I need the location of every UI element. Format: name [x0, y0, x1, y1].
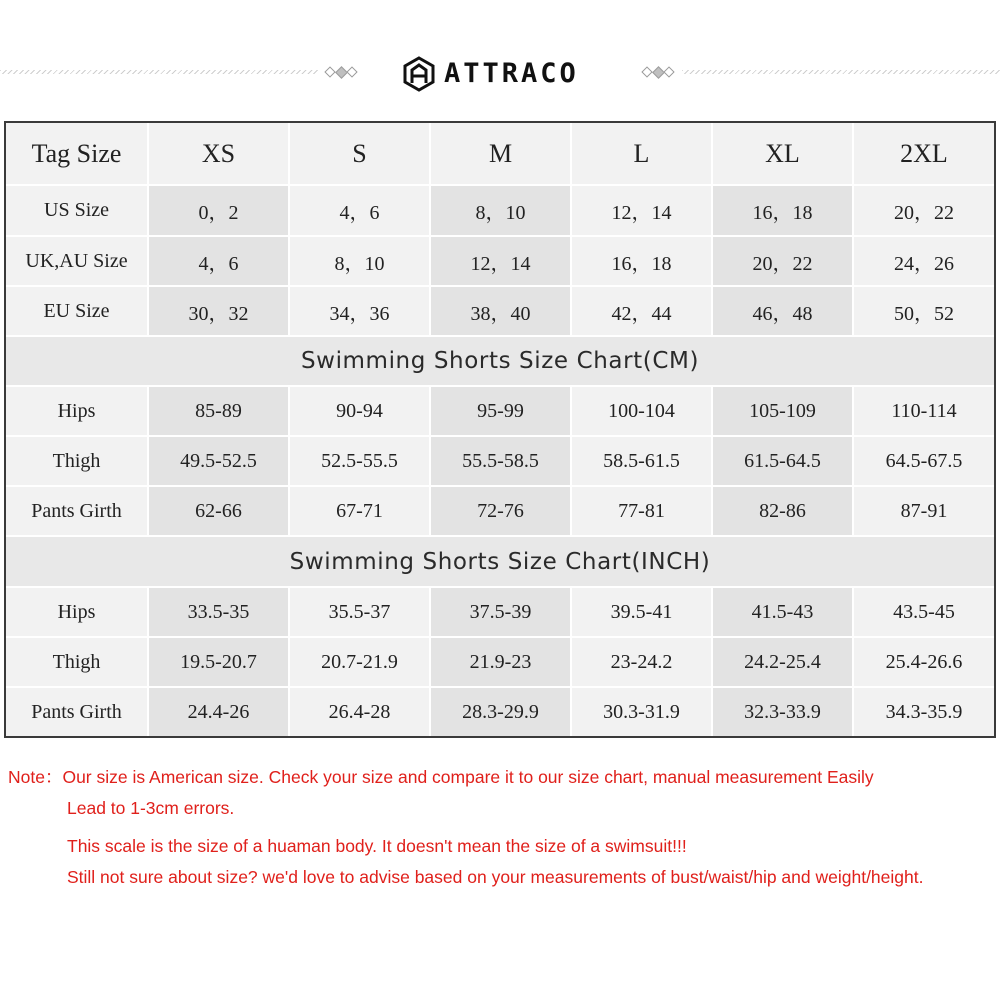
diamond-ornament-right-icon — [643, 65, 673, 79]
table-cell: 49.5-52.5 — [149, 437, 290, 487]
row-label: Hips — [6, 387, 149, 437]
hexagon-a-logo-icon — [402, 56, 436, 92]
row-label: US Size — [6, 186, 149, 237]
table-cell: 50，52 — [854, 287, 994, 337]
header-cell-tag-size: Tag Size — [6, 123, 149, 186]
table-cell: 21.9-23 — [431, 638, 572, 688]
note-line-3: This scale is the size of a huaman body. It doesn't mean the size of a swimsuit!!! — [67, 836, 687, 856]
table-cell: 38，40 — [431, 287, 572, 337]
table-cell: 28.3-29.9 — [431, 688, 572, 736]
table-row — [6, 437, 994, 487]
table-cell: 20，22 — [713, 237, 854, 287]
table-cell: 0，2 — [149, 186, 290, 237]
table-cell: 82-86 — [713, 487, 854, 537]
row-label: Pants Girth — [6, 688, 149, 736]
table-cell: 100-104 — [572, 387, 713, 437]
table-cell: 35.5-37 — [290, 588, 431, 638]
row-label: EU Size — [6, 287, 149, 337]
table-row — [6, 588, 994, 638]
table-cell: 41.5-43 — [713, 588, 854, 638]
table-cell: 19.5-20.7 — [149, 638, 290, 688]
section-title-inch: Swimming Shorts Size Chart(INCH) — [6, 537, 994, 588]
table-header-row — [6, 123, 994, 186]
table-cell: 24，26 — [854, 237, 994, 287]
table-cell: 105-109 — [713, 387, 854, 437]
table-cell: 8，10 — [290, 237, 431, 287]
table-cell: 32.3-33.9 — [713, 688, 854, 736]
table-cell: 4，6 — [149, 237, 290, 287]
divider-right — [682, 70, 1000, 74]
brand-name: ATTRACO — [444, 58, 579, 89]
table-row — [6, 688, 994, 736]
table-cell: 23-24.2 — [572, 638, 713, 688]
table-cell: 12，14 — [572, 186, 713, 237]
table-cell: 95-99 — [431, 387, 572, 437]
note-line-2: Lead to 1-3cm errors. — [67, 798, 235, 818]
table-cell: 52.5-55.5 — [290, 437, 431, 487]
size-chart-table — [4, 121, 996, 738]
header-cell-xs: XS — [149, 123, 290, 186]
table-cell: 24.2-25.4 — [713, 638, 854, 688]
header-cell-xl: XL — [713, 123, 854, 186]
table-cell: 30.3-31.9 — [572, 688, 713, 736]
row-label: UK,AU Size — [6, 237, 149, 287]
table-cell: 85-89 — [149, 387, 290, 437]
table-cell: 62-66 — [149, 487, 290, 537]
table-cell: 33.5-35 — [149, 588, 290, 638]
table-cell: 42，44 — [572, 287, 713, 337]
header-cell-2xl: 2XL — [854, 123, 994, 186]
table-cell: 43.5-45 — [854, 588, 994, 638]
table-cell: 24.4-26 — [149, 688, 290, 736]
table-row — [6, 387, 994, 437]
table-cell: 77-81 — [572, 487, 713, 537]
table-cell: 39.5-41 — [572, 588, 713, 638]
table-row — [6, 487, 994, 537]
table-cell: 16，18 — [713, 186, 854, 237]
note-line-1: Note：Our size is American size. Check your size and compare it to our size chart, manual measurement Easily — [8, 767, 874, 787]
table-cell: 110-114 — [854, 387, 994, 437]
table-cell: 8，10 — [431, 186, 572, 237]
divider-left — [0, 70, 318, 74]
table-cell: 37.5-39 — [431, 588, 572, 638]
header-cell-l: L — [572, 123, 713, 186]
table-cell: 46，48 — [713, 287, 854, 337]
table-cell: 67-71 — [290, 487, 431, 537]
table-cell: 20.7-21.9 — [290, 638, 431, 688]
table-row — [6, 237, 994, 287]
table-cell: 34，36 — [290, 287, 431, 337]
table-cell: 72-76 — [431, 487, 572, 537]
table-cell: 4，6 — [290, 186, 431, 237]
row-label: Pants Girth — [6, 487, 149, 537]
row-label: Thigh — [6, 638, 149, 688]
table-cell: 87-91 — [854, 487, 994, 537]
table-cell: 34.3-35.9 — [854, 688, 994, 736]
header-cell-s: S — [290, 123, 431, 186]
table-cell: 55.5-58.5 — [431, 437, 572, 487]
size-note — [8, 762, 998, 893]
header-cell-m: M — [431, 123, 572, 186]
diamond-ornament-left-icon — [326, 65, 356, 79]
table-cell: 16，18 — [572, 237, 713, 287]
table-cell: 58.5-61.5 — [572, 437, 713, 487]
table-cell: 12，14 — [431, 237, 572, 287]
table-cell: 61.5-64.5 — [713, 437, 854, 487]
table-row — [6, 638, 994, 688]
table-cell: 26.4-28 — [290, 688, 431, 736]
note-line-4: Still not sure about size? we'd love to advise based on your measurements of bust/waist/hip and weight/height. — [67, 867, 924, 887]
table-cell: 25.4-26.6 — [854, 638, 994, 688]
brand-logo — [402, 54, 606, 94]
section-title-cm: Swimming Shorts Size Chart(CM) — [6, 337, 994, 387]
table-cell: 64.5-67.5 — [854, 437, 994, 487]
table-cell: 20，22 — [854, 186, 994, 237]
row-label: Hips — [6, 588, 149, 638]
table-cell: 30，32 — [149, 287, 290, 337]
table-cell: 90-94 — [290, 387, 431, 437]
table-row — [6, 287, 994, 337]
brand-header — [0, 44, 1000, 100]
row-label: Thigh — [6, 437, 149, 487]
table-row — [6, 186, 994, 237]
